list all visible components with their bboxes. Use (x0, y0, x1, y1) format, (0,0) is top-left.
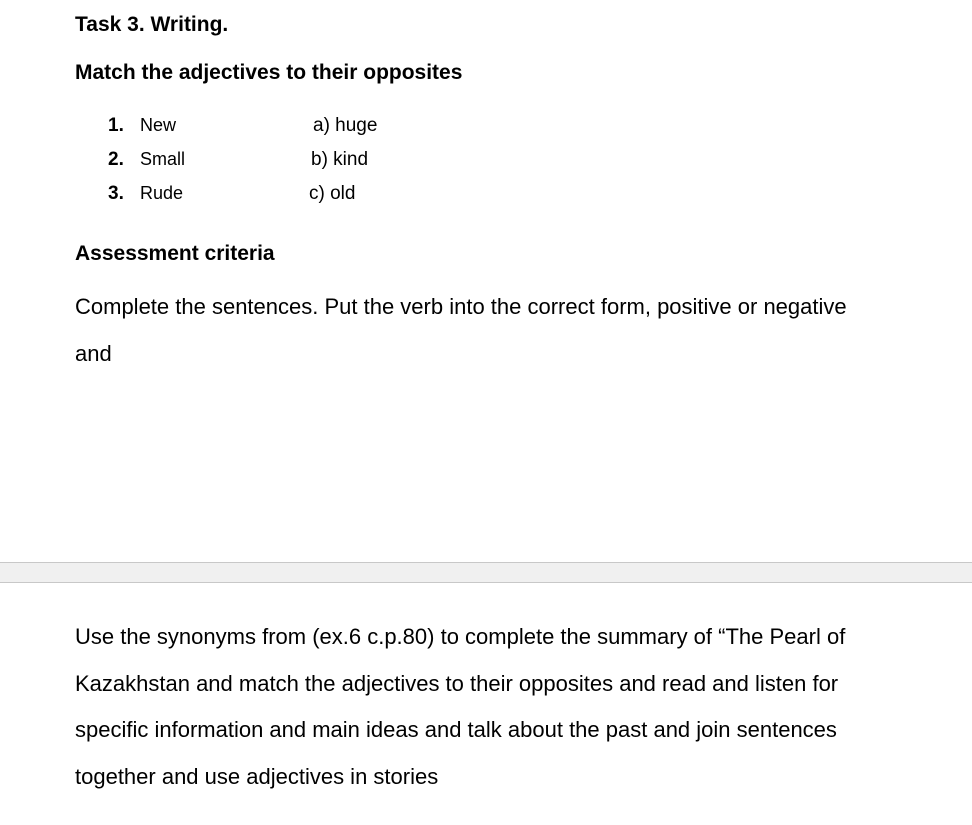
assessment-heading: Assessment criteria (75, 242, 275, 265)
opposite-option-a: a) huge (313, 115, 378, 136)
document-page-bottom (0, 583, 972, 825)
item-word: Rude (140, 183, 184, 203)
assessment-line-1: Complete the sentences. Put the verb into the correct form, positive or negative (75, 294, 847, 319)
adjective-item-1 (108, 115, 176, 137)
opposite-option-b: b) kind (311, 149, 369, 170)
summary-line-1: Use the synonyms from (ex.6 c.p.80) to complete the summary of “The Pearl of (75, 624, 846, 649)
item-word: New (140, 115, 177, 135)
item-number: 1. (108, 115, 124, 136)
page-break-divider (0, 562, 972, 583)
item-number: 2. (108, 149, 124, 170)
match-instruction: Match the adjectives to their opposites (75, 61, 463, 84)
opposite-option-c: c) old (309, 183, 356, 204)
task-heading: Task 3. Writing. (75, 13, 229, 36)
adjective-item-2 (108, 149, 185, 171)
summary-line-2: Kazakhstan and match the adjectives to their opposites and read and listen for (75, 671, 839, 696)
summary-line-3: specific information and main ideas and talk about the past and join sentences (75, 717, 837, 742)
item-number: 3. (108, 183, 124, 204)
assessment-line-2: and (75, 341, 112, 366)
summary-line-4: together and use adjectives in stories (75, 764, 439, 789)
item-word: Small (140, 149, 186, 169)
adjective-item-3 (108, 183, 183, 205)
